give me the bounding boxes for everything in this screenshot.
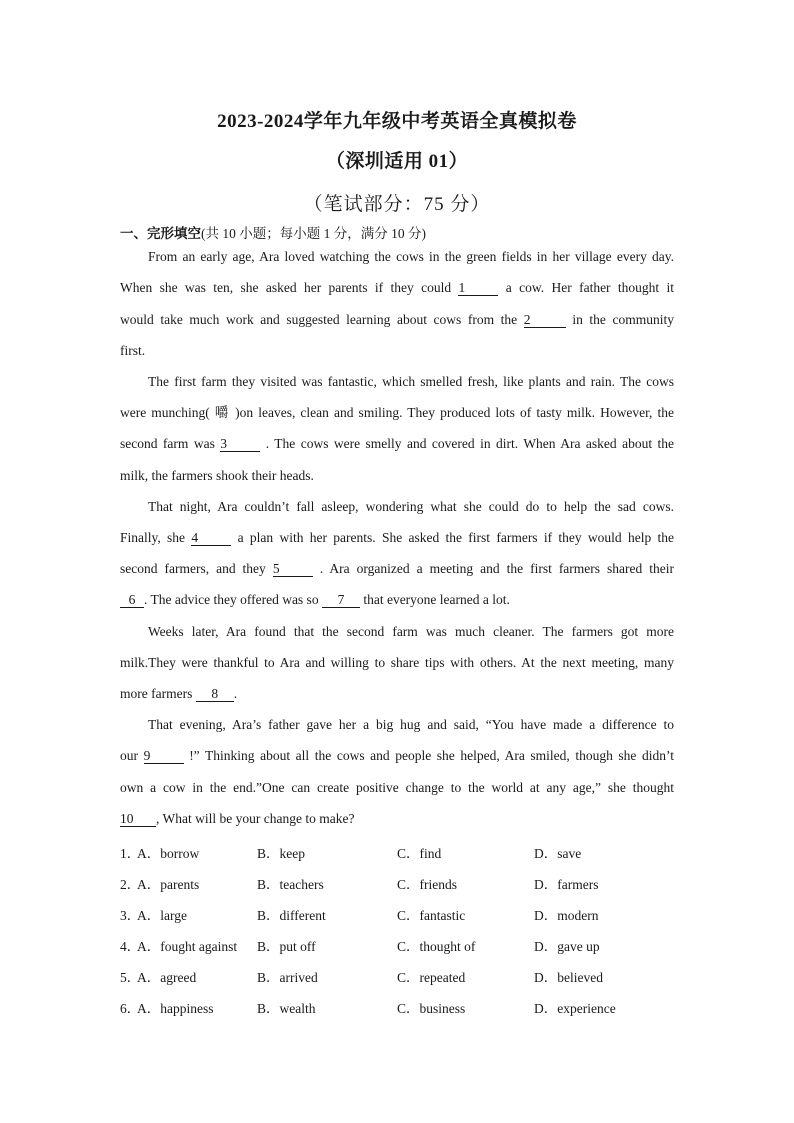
option-d[interactable]: D．save bbox=[534, 846, 582, 861]
blank-7: 7 bbox=[322, 592, 360, 608]
option-a[interactable]: A．agreed bbox=[137, 970, 197, 985]
option-b[interactable]: B．teachers bbox=[257, 877, 324, 892]
passage-line: more farmers 8 . bbox=[120, 686, 238, 701]
question-number: 2． bbox=[120, 877, 141, 892]
passage-line: 6 . The advice they offered was so 7 that everyone learned a lot. bbox=[120, 591, 674, 609]
question-number: 6． bbox=[120, 1001, 141, 1016]
passage-line: That night, Ara couldn’t fall asleep, wondering what she could do to help the sad cows. bbox=[148, 499, 674, 514]
passage-line: Finally, she 4 a plan with her parents. She asked the first farmers if they would help the bbox=[120, 530, 675, 545]
options-row bbox=[120, 966, 680, 984]
option-a[interactable]: A．happiness bbox=[137, 1001, 214, 1016]
option-a[interactable]: A．borrow bbox=[137, 846, 200, 861]
passage-line: From an early age, Ara loved watching the cows in the green fields in her village every day. bbox=[148, 249, 674, 264]
passage-line: our 9 !” Thinking about all the cows and people she helped, Ara smiled, though she didn’t bbox=[120, 748, 675, 763]
section-note: (共 10 小题；每小题 1 分，满分 10 分) bbox=[201, 226, 426, 241]
option-a[interactable]: A．fought against bbox=[137, 939, 238, 954]
passage-line: second farmers, and they 5 . Ara organized a meeting and the first farmers shared their bbox=[120, 561, 675, 576]
option-c[interactable]: C．fantastic bbox=[397, 908, 466, 923]
blank-6: 6 bbox=[120, 592, 144, 608]
exam-score-note: （笔试部分：75 分） bbox=[303, 194, 491, 215]
passage-line: 10 , What will be your change to make? bbox=[120, 811, 355, 826]
options-row bbox=[120, 842, 680, 860]
passage-line: first. bbox=[120, 343, 146, 358]
blank-8: 8 bbox=[196, 686, 234, 702]
exam-subtitle: （深圳适用 01） bbox=[325, 151, 469, 172]
option-c[interactable]: C．repeated bbox=[397, 970, 466, 985]
blank-9: 9 bbox=[144, 748, 184, 764]
passage-line: were munching( 嚼 )on leaves, clean and smiling. They produced lots of tasty milk. However, the bbox=[120, 405, 674, 420]
exam-title: 2023-2024学年九年级中考英语全真模拟卷 bbox=[217, 111, 577, 132]
passage-line: own a cow in the end.”One can create positive change to the world at any age,” she thought bbox=[120, 780, 674, 795]
passage-line: second farm was 3 . The cows were smelly and covered in dirt. When Ara asked about the bbox=[120, 436, 675, 451]
option-a[interactable]: A．large bbox=[137, 908, 187, 923]
blank-1: 1 bbox=[458, 280, 498, 296]
options-row bbox=[120, 873, 680, 891]
option-d[interactable]: D．believed bbox=[534, 970, 603, 985]
options-row bbox=[120, 935, 680, 953]
passage-line: milk, the farmers shook their heads. bbox=[120, 468, 314, 483]
blank-5: 5 bbox=[273, 561, 313, 577]
blank-3: 3 bbox=[220, 436, 260, 452]
question-number: 3． bbox=[120, 908, 141, 923]
option-b[interactable]: B．put off bbox=[257, 939, 316, 954]
option-b[interactable]: B．different bbox=[257, 908, 326, 923]
option-c[interactable]: C．business bbox=[397, 1001, 466, 1016]
option-b[interactable]: B．wealth bbox=[257, 1001, 316, 1016]
option-b[interactable]: B．keep bbox=[257, 846, 305, 861]
option-d[interactable]: D．gave up bbox=[534, 939, 600, 954]
passage-line: The first farm they visited was fantastic, which smelled fresh, like plants and rain. The cows bbox=[148, 374, 674, 389]
options-row bbox=[120, 997, 680, 1015]
option-a[interactable]: A．parents bbox=[137, 877, 200, 892]
option-b[interactable]: B．arrived bbox=[257, 970, 318, 985]
section-heading bbox=[120, 222, 426, 242]
blank-2: 2 bbox=[524, 312, 566, 328]
passage-line: That evening, Ara’s father gave her a big hug and said, “You have made a difference to bbox=[148, 717, 674, 732]
option-d[interactable]: D．farmers bbox=[534, 877, 599, 892]
option-c[interactable]: C．find bbox=[397, 846, 442, 861]
option-c[interactable]: C．friends bbox=[397, 877, 457, 892]
blank-10: 10 bbox=[120, 811, 156, 827]
question-number: 4． bbox=[120, 939, 141, 954]
blank-4: 4 bbox=[191, 530, 231, 546]
question-number: 1． bbox=[120, 846, 141, 861]
option-d[interactable]: D．modern bbox=[534, 908, 599, 923]
question-number: 5． bbox=[120, 970, 141, 985]
passage-line: would take much work and suggested learning about cows from the 2 in the community bbox=[120, 312, 674, 327]
passage-line: When she was ten, she asked her parents if they could 1 a cow. Her father thought it bbox=[120, 280, 675, 295]
option-c[interactable]: C．thought of bbox=[397, 939, 476, 954]
passage-line: milk.They were thankful to Ara and willing to share tips with others. At the next meeting, many bbox=[120, 655, 674, 670]
option-d[interactable]: D．experience bbox=[534, 1001, 616, 1016]
passage-line: Weeks later, Ara found that the second farm was much cleaner. The farmers got more bbox=[148, 624, 674, 639]
section-label: 一、完形填空 bbox=[120, 226, 201, 241]
options-row bbox=[120, 904, 680, 922]
